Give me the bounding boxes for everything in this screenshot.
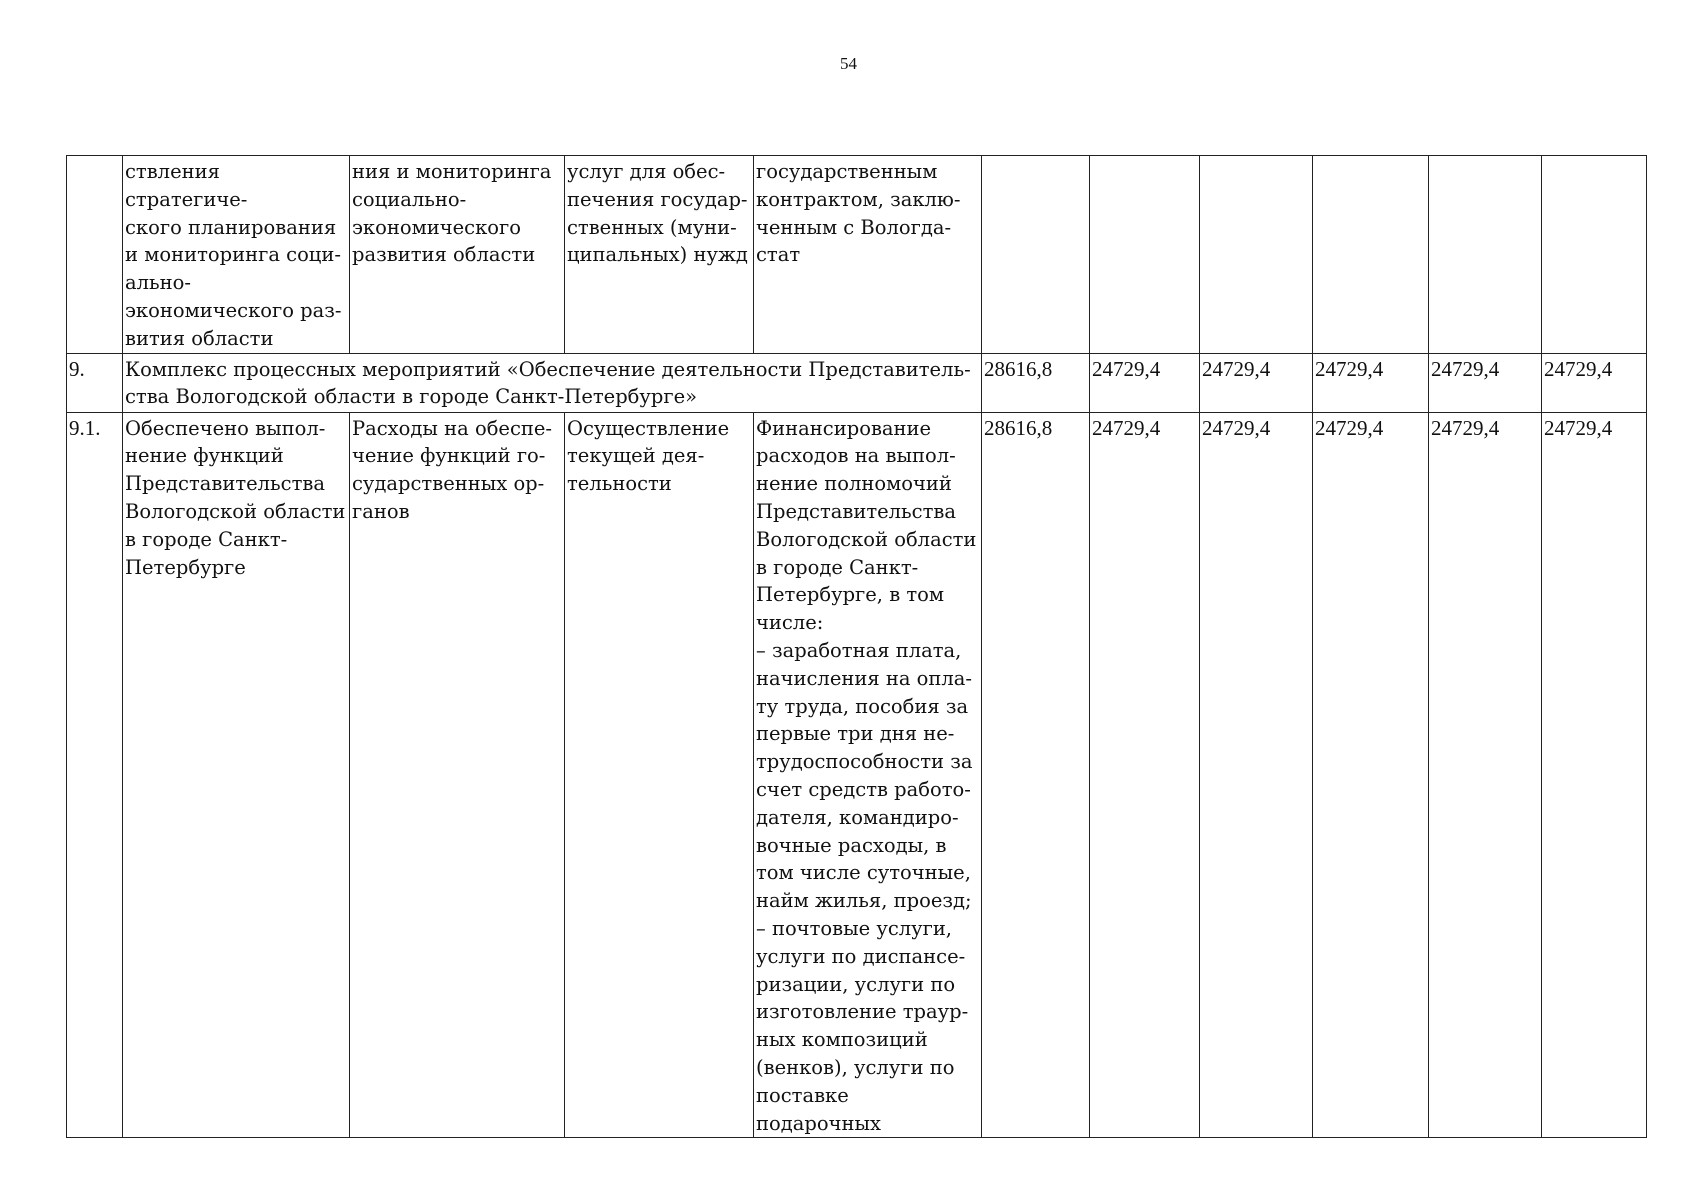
program-table: [66, 155, 1647, 1138]
value-cell: 24729,4: [1090, 353, 1200, 412]
page-number: 54: [840, 54, 857, 73]
value-cell: [1542, 156, 1647, 354]
row-number-cell: 9.1.: [67, 412, 123, 1138]
value-cell: [1090, 156, 1200, 354]
direction-cell: ния и мониторинга социально- экономического развития области: [350, 156, 565, 354]
result-cell: ствления стратегиче- ского планирования и мониторинга соци- ально- экономического раз- вития области: [123, 156, 350, 354]
row-number-cell: [67, 156, 123, 354]
value-cell: 24729,4: [1200, 412, 1313, 1138]
value-cell: [1313, 156, 1429, 354]
value-cell: 24729,4: [1429, 412, 1542, 1138]
type-cell: услуг для обес- печения государ- ственных (муни- ципальных) нужд: [565, 156, 754, 354]
value-cell: 24729,4: [1200, 353, 1313, 412]
characteristic-cell: Финансирование расходов на выпол- нение полномочий Представительства Вологодской области в городе Санкт- Петербурге, в том числе: – заработная плата, начисления на опла- ту труда, пособия за первые три дня не- трудоспособности за счет средств работо- дателя, командиро- вочные расходы, в том числе суточные, найм жилья, проезд; – почтовые услуги, услуги по диспансе- ризации, услуги по изготовление траур- ных композиций (венков), услуги по поставке подарочных: [754, 412, 982, 1138]
table-row: [67, 412, 1647, 1138]
table-row: [67, 156, 1647, 354]
result-cell: Обеспечено выпол- нение функций Представительства Вологодской области в городе Санкт- Петербурге: [123, 412, 350, 1138]
value-cell: [1200, 156, 1313, 354]
value-cell: [1429, 156, 1542, 354]
value-cell: 24729,4: [1429, 353, 1542, 412]
characteristic-cell: государственным контрактом, заклю- ченным с Вологда- стат: [754, 156, 982, 354]
value-cell: 24729,4: [1090, 412, 1200, 1138]
value-cell: [982, 156, 1090, 354]
type-cell: Осуществление текущей дея- тельности: [565, 412, 754, 1138]
table-row: [67, 353, 1647, 412]
value-cell: 24729,4: [1313, 412, 1429, 1138]
value-cell: 28616,8: [982, 412, 1090, 1138]
value-cell: 24729,4: [1542, 412, 1647, 1138]
complex-title-cell: Комплекс процессных мероприятий «Обеспечение деятельности Представитель- ства Вологодской области в городе Санкт-Петербурге»: [123, 353, 982, 412]
value-cell: 24729,4: [1542, 353, 1647, 412]
value-cell: 24729,4: [1313, 353, 1429, 412]
value-cell: 28616,8: [982, 353, 1090, 412]
direction-cell: Расходы на обеспе- чение функций го- сударственных ор- ганов: [350, 412, 565, 1138]
row-number-cell: 9.: [67, 353, 123, 412]
